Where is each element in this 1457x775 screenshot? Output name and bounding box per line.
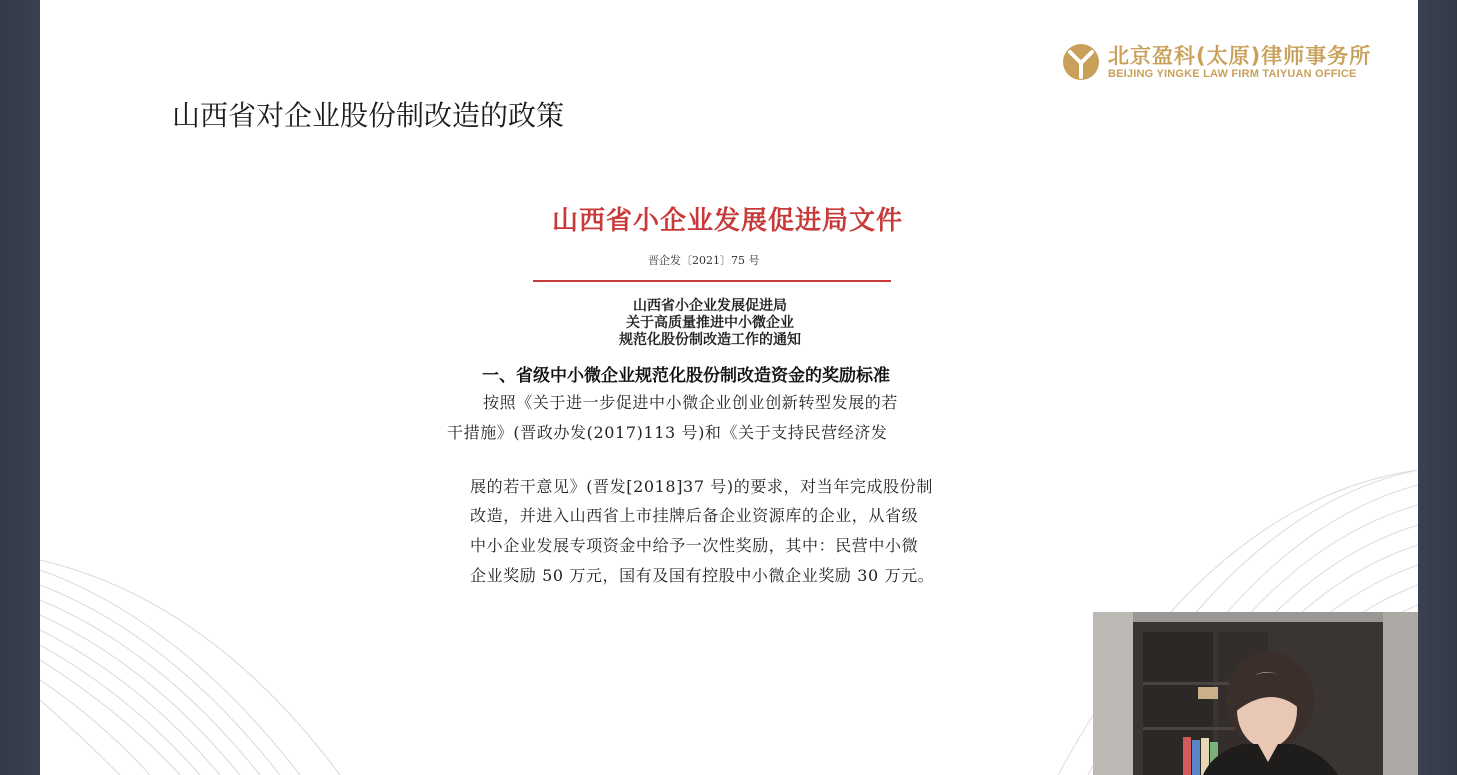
document-header: 山西省小企业发展促进局文件 bbox=[552, 206, 904, 236]
document-number: 晋企发〔2021〕75 号 bbox=[648, 254, 760, 267]
red-divider bbox=[533, 280, 891, 282]
paragraph-line: 企业奖励 50 万元，国有及国有控股中小微企业奖励 30 万元。 bbox=[470, 566, 935, 585]
speaker-video[interactable] bbox=[1093, 612, 1418, 775]
paragraph-line: 改造，并进入山西省上市挂牌后备企业资源库的企业，从省级 bbox=[470, 506, 919, 525]
section-heading: 一、省级中小微企业规范化股份制改造资金的奖励标准 bbox=[482, 366, 890, 386]
paragraph-line: 干措施》(晋政办发(2017)113 号)和《关于支持民营经济发 bbox=[447, 423, 888, 442]
speaker-video-icon bbox=[1093, 612, 1418, 775]
paragraph-line: 中小企业发展专项资金中给予一次性奖励，其中：民营中小微 bbox=[470, 536, 919, 555]
firm-name-cn: 北京盈科(太原)律师事务所 bbox=[1108, 43, 1372, 68]
subtitle-line: 关于高质量推进中小微企业 bbox=[626, 315, 794, 331]
subtitle-line: 山西省小企业发展促进局 bbox=[633, 298, 787, 314]
document-image bbox=[440, 180, 1030, 600]
firm-logo bbox=[1062, 40, 1382, 84]
subtitle-line: 规范化股份制改造工作的通知 bbox=[619, 332, 801, 348]
decorative-lines-left bbox=[40, 560, 360, 775]
slide-title: 山西省对企业股份制改造的政策 bbox=[172, 99, 565, 132]
paragraph-line: 展的若干意见》(晋发[2018]37 号)的要求，对当年完成股份制 bbox=[470, 477, 933, 496]
paragraph-line: 按照《关于进一步促进中小微企业创业创新转型发展的若 bbox=[483, 393, 899, 412]
document-subtitle bbox=[580, 298, 840, 349]
firm-name-en: BEIJING YINGKE LAW FIRM TAIYUAN OFFICE bbox=[1108, 67, 1357, 80]
yingke-logo-icon bbox=[1062, 43, 1100, 81]
